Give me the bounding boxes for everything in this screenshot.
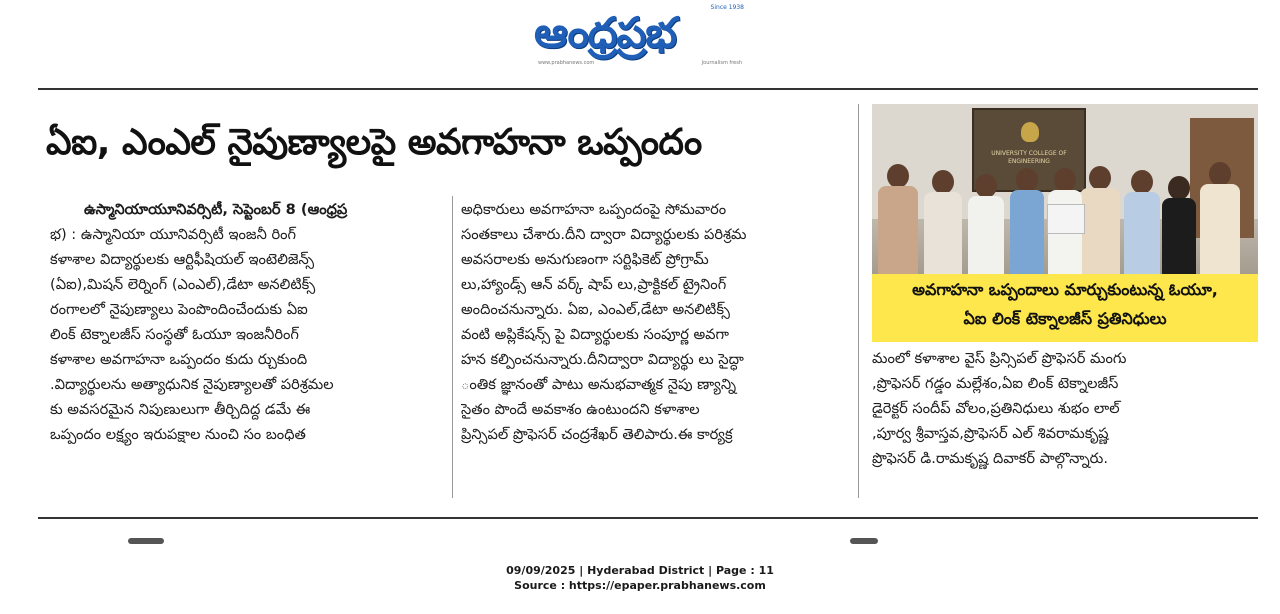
text-line: ఒప్పందం లక్ష్యం ఇరుపక్షాల నుంచి సం బంధిత — [50, 426, 306, 443]
text-line: ,పూర్వ శ్రీవాస్తవ,ప్రొఫెసర్ ఎల్ శివరామకృష్ణ — [872, 425, 1109, 442]
text-line: వంటి అప్లికేషన్స్ పై విద్యార్థులకు సంపూర్ణ అవగా — [461, 326, 729, 343]
text-line: (ఏఐ),మిషన్ లెర్నింగ్ (ఎంఎల్),డేటా అనలిటిక్స్ — [50, 276, 316, 293]
bleed-mark — [128, 538, 164, 544]
logo-motto: Journalism fresh — [701, 60, 742, 66]
article-headline: ఏఐ, ఎంఎల్ నైపుణ్యాలపై అవగాహనా ఒప్పందం — [46, 122, 702, 163]
logo-website: www.prabhanews.com — [538, 60, 595, 66]
text-line: ంతిక జ్ఞానంతో పాటు అనుభవాత్మక నైపు ణ్యాన్ని — [461, 376, 737, 393]
person-figure — [968, 174, 1004, 274]
photo-caption — [872, 274, 1258, 342]
text-line: కు అవసరమైన నిపుణులుగా తీర్చిదిద్ద డమే ఈ — [50, 401, 311, 418]
person-figure — [1124, 170, 1160, 274]
text-line: హన కల్పించనున్నారు.దీనిద్వారా విద్యార్థు లు సైద్ధా — [461, 351, 744, 368]
text-line: అందించనున్నారు. ఏఐ, ఎంఎల్,డేటా అనలిటిక్స్ — [461, 301, 730, 318]
article-column-1 — [50, 197, 442, 447]
text-line: సంతకాలు చేశారు.దీని ద్వారా విద్యార్థులకు పరిశ్రమ — [461, 226, 747, 243]
person-figure — [878, 164, 918, 274]
text-line: ,ప్రొఫెసర్ గడ్డం మల్లేశం,ఏఐ లింక్ టెక్నాలజీస్ — [872, 375, 1119, 392]
text-line: ప్రొఫెసర్ డి.రామకృష్ణ దివాకర్ పాల్గొన్నారు. — [872, 450, 1108, 467]
logo-since-text: Since 1938 — [710, 4, 744, 11]
text-line: ప్రిన్సిపల్ ప్రొఫెసర్ చంద్రశేఖర్ తెలిపారు.ఈ కార్యక్ర — [461, 426, 733, 443]
person-figure — [924, 170, 962, 274]
mou-document — [1047, 204, 1085, 234]
bleed-mark — [850, 538, 878, 544]
text-line: కళాశాల అవగాహనా ఒప్పందం కుదు ర్చుకుంది — [50, 351, 308, 368]
top-rule — [38, 88, 1258, 90]
caption-line: అవగాహనా ఒప్పందాలు మార్చుకుంటున్న ఓయూ, — [912, 280, 1218, 299]
text-line: అధికారులు అవగాహనా ఒప్పందంపై సోమవారం — [461, 201, 727, 218]
university-crest-icon — [1021, 122, 1039, 142]
bottom-rule — [38, 517, 1258, 519]
newspaper-logo — [520, 4, 760, 70]
text-line: అవసరాలకు అనుగుణంగా సర్టిఫికెట్ ప్రోగ్రామ్ — [461, 251, 709, 268]
text-line: సైతం పొందే అవకాశం ఉంటుందని కళాశాల — [461, 401, 700, 418]
person-figure — [1010, 168, 1044, 274]
text-line: భ) : ఉస్మానియా యూనివర్సిటీ ఇంజనీ రింగ్ — [50, 226, 297, 243]
footer-date-line: 09/09/2025 | Hyderabad District | Page : 11 — [506, 564, 774, 577]
text-line: రంగాలలో నైపుణ్యాలు పెంపొందించేందుకు ఏఐ — [50, 301, 308, 318]
footer-source-line: Source : https://epaper.prabhanews.com — [514, 579, 766, 592]
person-figure — [1200, 162, 1240, 274]
text-line: లింక్ టెక్నాలజీస్ సంస్థతో ఓయూ ఇంజనీరింగ్ — [50, 326, 299, 343]
text-line: మంలో కళాశాల వైస్ ప్రిన్సిపల్ ప్రొఫెసర్ మంగు — [872, 350, 1127, 367]
column-divider — [858, 104, 859, 498]
text-line: కళాశాల విద్యార్థులకు ఆర్టిఫీషియల్ ఇంటెలిజెన్స్ — [50, 251, 315, 268]
article-photo — [872, 104, 1258, 274]
text-line: డైరెక్టర్ సందీప్ వోలం,ప్రతినిధులు శుభం లాల్ — [872, 400, 1120, 417]
article-column-3 — [872, 346, 1256, 471]
column-divider — [452, 196, 453, 498]
page-footer — [0, 563, 1280, 593]
photo-board-text: UNIVERSITY COLLEGE OF ENGINEERING — [991, 150, 1067, 165]
caption-line: ఏఐ లింక్ టెక్నాలజీస్ ప్రతినిధులు — [963, 309, 1167, 328]
logo-title: ఆంధ్రప్రభ — [534, 8, 676, 57]
text-line: .విద్యార్థులను అత్యాధునిక నైపుణ్యాలతో పరిశ్రమల — [50, 376, 334, 393]
article-column-2 — [461, 197, 845, 447]
text-line: ఉస్మానియాయూనివర్సిటీ, సెప్టెంబర్ 8 (ఆంధ్రప్ర — [84, 201, 348, 218]
text-line: లు,హ్యాండ్స్ ఆన్ వర్క్ షాప్ లు,ప్రాక్టికల్ ట్రైనింగ్ — [461, 276, 727, 293]
masthead — [0, 0, 1280, 80]
person-figure — [1162, 176, 1196, 274]
person-figure — [1080, 166, 1120, 274]
